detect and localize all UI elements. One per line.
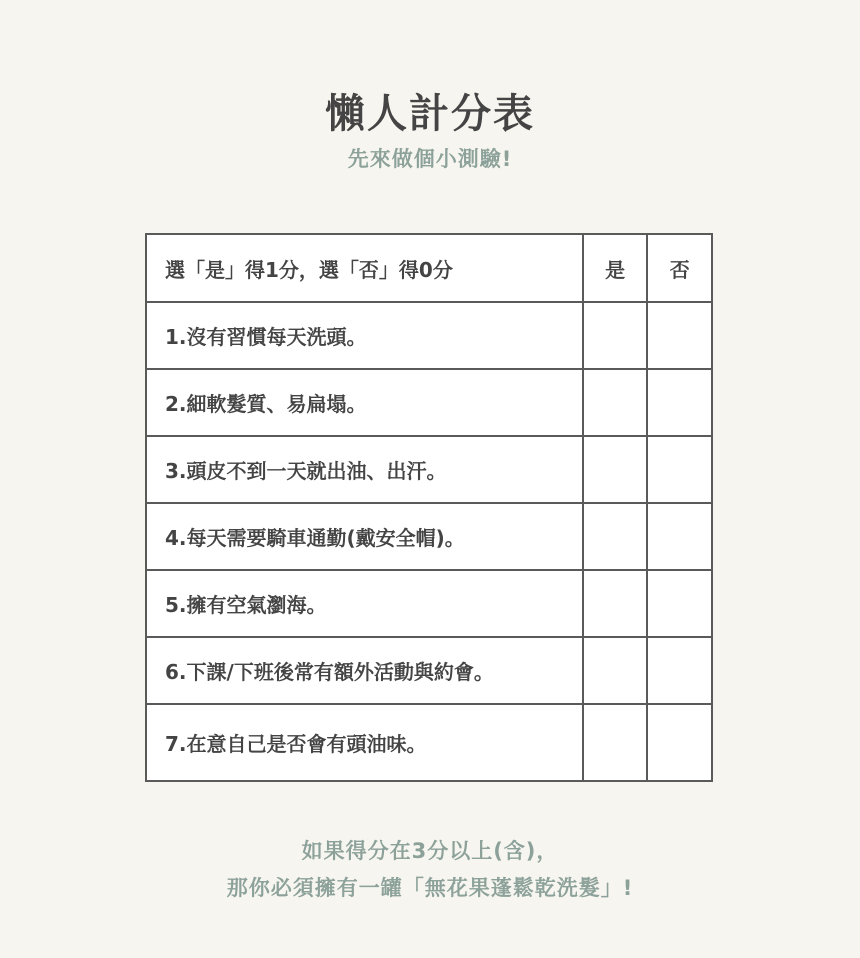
result-condition-text: 如果得分在3分以上(含)，: [301, 839, 559, 863]
table-row: [146, 704, 712, 781]
table-row: [146, 436, 712, 503]
scoring-instruction: 選「是」得1分，選「否」得0分: [146, 234, 583, 302]
question-text: 6.下課/下班後常有額外活動與約會。: [146, 637, 583, 704]
page-title: 懶人計分表: [325, 91, 535, 137]
no-column-header: 否: [647, 234, 712, 302]
question-text: 7.在意自己是否會有頭油味。: [146, 704, 583, 781]
result-recommendation-text: 那你必須擁有一罐「無花果蓬鬆乾洗髮」!: [226, 876, 634, 900]
table-row: [146, 637, 712, 704]
question-text: 4.每天需要騎車通勤(戴安全帽)。: [146, 503, 583, 570]
question-text: 5.擁有空氣瀏海。: [146, 570, 583, 637]
yes-answer-cell[interactable]: [583, 503, 648, 570]
no-answer-cell[interactable]: [647, 369, 712, 436]
table-row: [146, 302, 712, 369]
no-answer-cell[interactable]: [647, 503, 712, 570]
no-answer-cell[interactable]: [647, 704, 712, 781]
no-answer-cell[interactable]: [647, 302, 712, 369]
question-text: 2.細軟髮質、易扁塌。: [146, 369, 583, 436]
no-answer-cell[interactable]: [647, 436, 712, 503]
yes-answer-cell[interactable]: [583, 570, 648, 637]
no-answer-cell[interactable]: [647, 570, 712, 637]
table-row: [146, 570, 712, 637]
yes-answer-cell[interactable]: [583, 637, 648, 704]
yes-answer-cell[interactable]: [583, 302, 648, 369]
question-text: 3.頭皮不到一天就出油、出汗。: [146, 436, 583, 503]
yes-answer-cell[interactable]: [583, 369, 648, 436]
table-header-row: [146, 234, 712, 302]
table-row: [146, 369, 712, 436]
question-text: 1.沒有習慣每天洗頭。: [146, 302, 583, 369]
yes-answer-cell[interactable]: [583, 704, 648, 781]
yes-column-header: 是: [583, 234, 648, 302]
no-answer-cell[interactable]: [647, 637, 712, 704]
score-table: [145, 233, 713, 782]
yes-answer-cell[interactable]: [583, 436, 648, 503]
table-row: [146, 503, 712, 570]
page-subtitle: 先來做個小測驗!: [347, 147, 513, 171]
